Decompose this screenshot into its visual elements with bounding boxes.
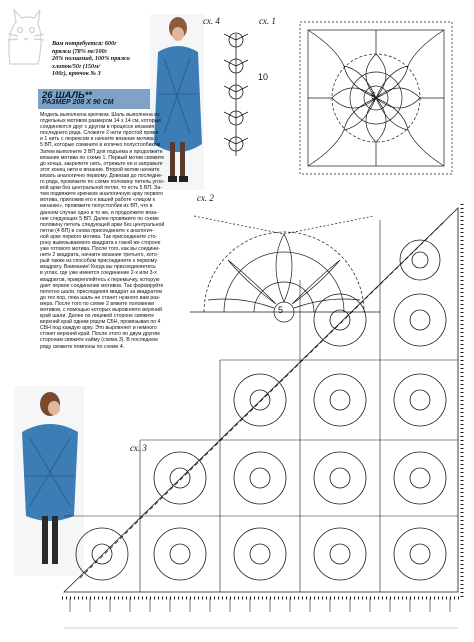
description-line: изнанке», провяжите полустолбик их ВП, что в [40,203,153,210]
description-line: до конца, закрепите нить, отрежьте ее и заправьте [40,160,163,167]
materials-line: 100г), крючок № 3 [52,70,101,78]
description-line: вязать аналогично первому. Довязав до последне- [40,172,163,179]
model-size: РАЗМЕР 208 Х 90 СМ [42,99,114,106]
description-line: квадратов, прикрепляйтесь к перемычку, которую [40,276,160,283]
description-line: вой арки без центральной петли, то есть 5 ВП. За- [40,185,162,192]
description-line: Модель выполнена крючком. Шаль выполнена из [40,112,160,118]
description-line: этот конец нити в вязание. Второй мотив начните [40,166,160,173]
description-line: до тех пор, пока шаль не станет нужного вам раз- [40,294,161,301]
scheme-4-diagram [216,30,256,160]
description-line: СБН под каждую арку. Это выровняет и немного [40,325,157,332]
description-line: соединяются друг с другом в процессе вязания [40,124,155,131]
materials-list [52,40,162,78]
description-line: мотива, приложив его к вашей работе «лицом к [40,197,155,204]
scheme-3-label: сх. 3 [130,443,147,453]
description-line: половину петель следующей арки без центральной [40,221,165,228]
description-line: го ряда, провяжите по схеме половину петель угло- [40,179,165,186]
description-line: ние следующих 5 ВП. Далее провяжите по схеме [40,215,159,222]
scheme-4-label: сх. 4 [203,16,220,26]
description-line: полотно шали, присоединяя квадрат за квадратом [40,288,162,295]
scheme-3-diagram [60,200,470,636]
description-line: сторонам свяжите кайму (схема 3). В последнем [40,337,158,344]
description-line: мотивов, с помощью которых выровняете верхний [40,307,162,313]
description-line: тем подвяжите крючком аналогичную арку первого [40,191,164,198]
description-line: ните 2 квадрата, начните вязание третьего, кото- [40,252,159,259]
description-line: рый также из способом присоедините к первому [40,258,157,265]
description-line: край шали. Далее по лицевой стороне свяжите [40,313,155,320]
materials-line: пряжи (78% пе/100г [52,47,107,55]
description-line: квадрату. Внимание! Когда вы присоединяетесь [40,264,156,271]
description-line: ной арке первого мотива. Так присоедините сто- [40,233,158,240]
description-line: в углах, где уже имеется соединение 2-х или 3-х [40,270,157,277]
description-line: вязание мотива по схеме 1. Первый мотив свяжите [40,154,165,161]
description-line: последнего ряда. Сложите 2 нити простой пряжи [40,130,159,137]
description-line: отдельных мотивов размером 14 х 14 см, которые [40,118,162,125]
description-line: 5 ВП, которые сомкните в колечко полустолбиком. [40,142,162,149]
description-line: данном случае одно и то же, и продолжите вяза- [40,209,159,216]
description-line: петли (4 ВП) и снова присоедините к аналогич- [40,227,155,234]
model-title-block [38,89,160,109]
description-line: стянет верхний край. После этого по двум другим [40,331,160,338]
materials-line: 20% полиамид, 100% пряжи [52,55,130,63]
materials-line: Вам потребуется: 600г [52,40,117,47]
scheme-1-center-number: 5 [371,91,377,101]
description-line: верхний край одним рядом СБН, провязывая по 4 [40,319,161,326]
materials-line: хлопок/50г (150м/ [52,62,101,70]
cat-logo-icon [2,4,46,72]
description-line: ряду свяжите помпоны по схеме 4. [40,343,125,350]
description-line: Затем выполните 3 ВП для подъема и продолжите [40,148,163,155]
scheme-4-count: 10 [258,72,269,82]
scheme-2-label: сх. 2 [197,193,214,203]
description-line: и 1 нить с люрексом и начните вязание мотива с [40,136,158,143]
description-line: рону вывязываемого квадрата к такой же стороне [40,239,161,246]
description-line: уже готового мотива. После того, как вы соедини- [40,246,160,253]
description-line: мера. После того по схеме 2 вяжите половинки [40,300,155,307]
model-title: 26 ШАЛЬ** [42,90,93,101]
description-line: дает первое соединение мотивов. Так формируйте [40,282,164,289]
scheme-2-center-number: 5 [278,305,284,315]
scheme-1-label: сх. 1 [259,16,276,26]
